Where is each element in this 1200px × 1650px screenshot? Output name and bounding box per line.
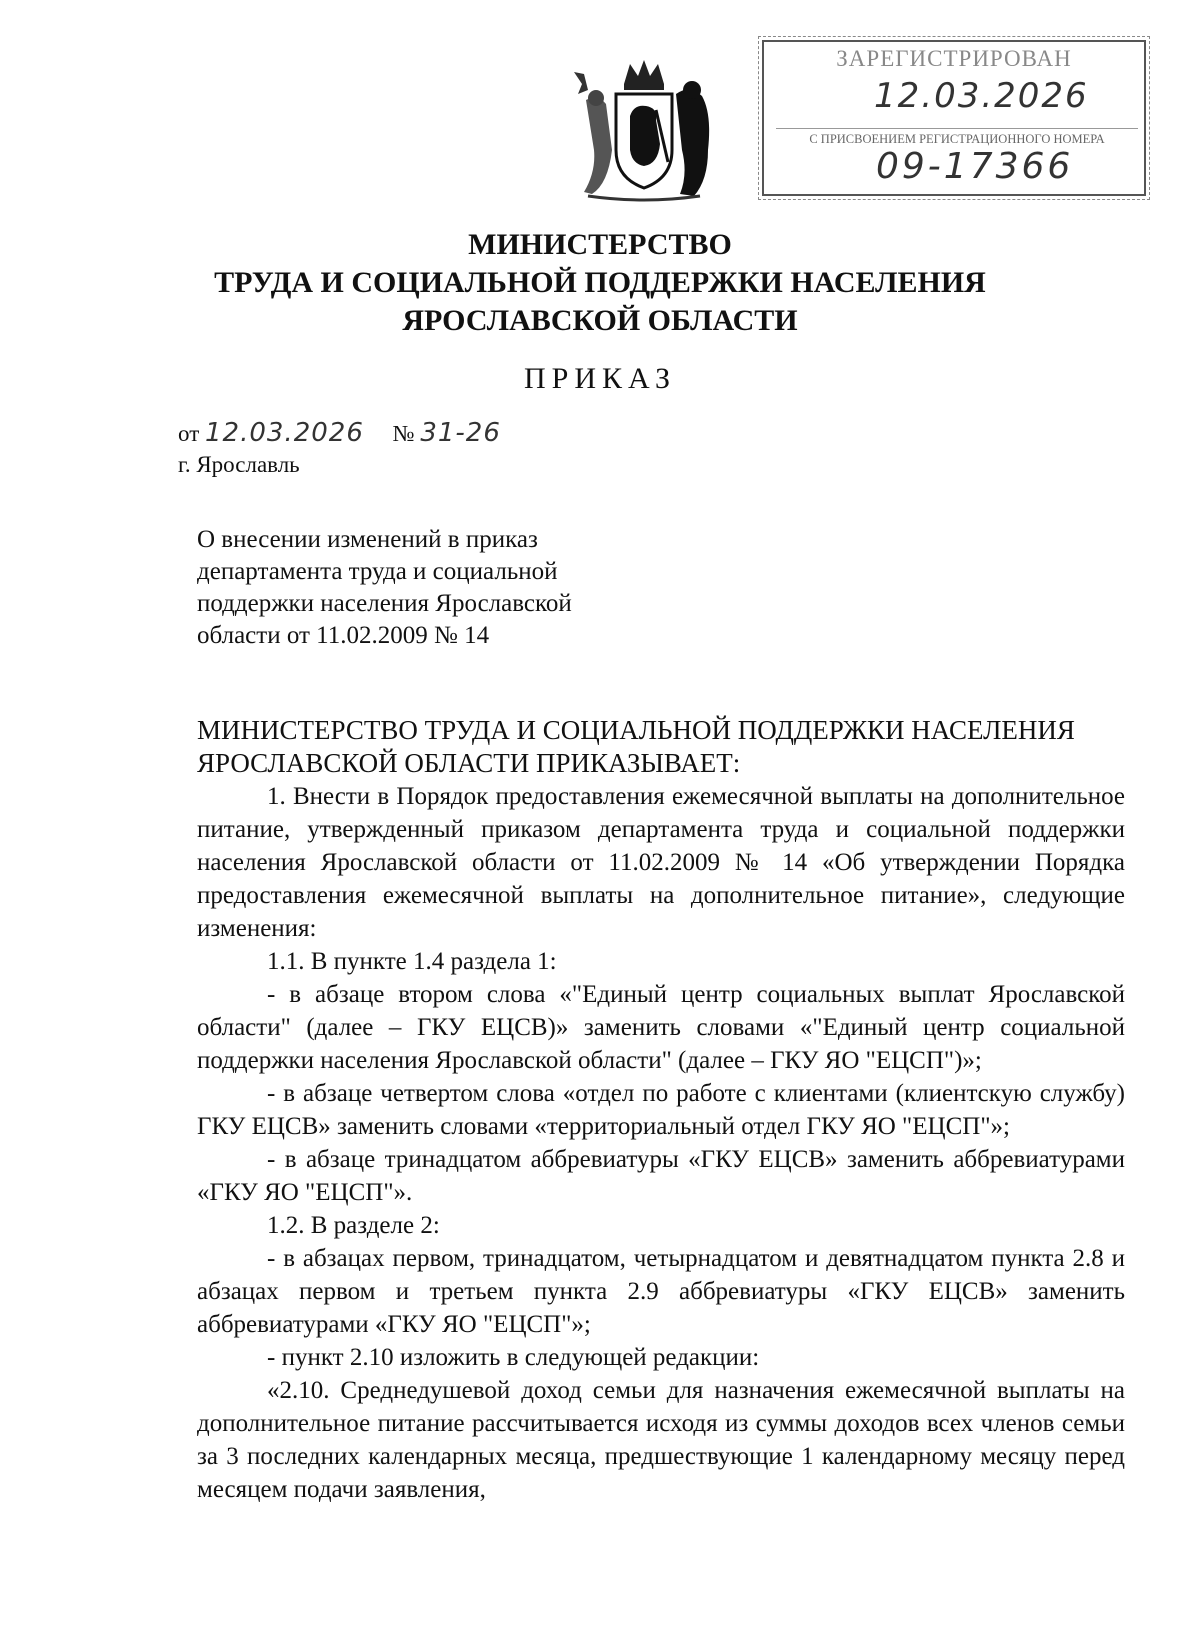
order-subject [197, 524, 657, 652]
paragraph-1-2: 1.2. В разделе 2: [267, 1212, 440, 1239]
order-body [197, 714, 1125, 1506]
subject-line-4: области от 11.02.2009 № 14 [197, 622, 490, 649]
coat-of-arms-icon [568, 54, 720, 204]
paragraph-1: 1. Внести в Порядок предоставления ежемесячной выплаты на дополнительное питание, утвержденный приказом департамента труда и социальной поддержки населения Ярославской области от 11.02.2009 № 14 «Об утверждении Порядка предоставления ежемесячной выплаты на дополнительное питание», следующие изменения: [197, 783, 1125, 942]
document-type: ПРИКАЗ [524, 362, 676, 395]
order-number: 31-26 [420, 418, 501, 448]
stamp-registration-number: 09-17366 [876, 146, 1074, 187]
registration-stamp [762, 40, 1146, 196]
ministry-line-1: МИНИСТЕРСТВО [468, 228, 732, 261]
order-date-line [178, 418, 501, 448]
order-date: 12.03.2026 [205, 418, 364, 448]
date-prefix: от [178, 421, 200, 446]
stamp-note: С ПРИСВОЕНИЕМ РЕГИСТРАЦИОННОГО НОМЕРА [776, 128, 1138, 147]
city: г. Ярославль [178, 452, 300, 477]
preamble: МИНИСТЕРСТВО ТРУДА И СОЦИАЛЬНОЙ ПОДДЕРЖКИ НАСЕЛЕНИЯ ЯРОСЛАВСКОЙ ОБЛАСТИ ПРИКАЗЫВАЕТ: [197, 715, 1075, 778]
paragraph-1-2-a: - в абзацах первом, тринадцатом, четырнадцатом и девятнадцатом пункта 2.8 и абзацах первом и третьем пункта 2.9 аббревиатуры «ГКУ ЕЦСВ» заменить аббревиатурами «ГКУ ЯО "ЕЦСП"»; [197, 1245, 1125, 1338]
paragraph-1-1-b: - в абзаце четвертом слова «отдел по работе с клиентами (клиентскую службу) ГКУ ЕЦСВ» заменить словами «территориальный отдел ГКУ ЯО "ЕЦСП"»; [197, 1080, 1125, 1140]
subject-line-1: О внесении изменений в приказ [197, 526, 538, 553]
ministry-line-3: ЯРОСЛАВСКОЙ ОБЛАСТИ [402, 304, 798, 337]
number-sign: № [392, 421, 415, 446]
stamp-title: ЗАРЕГИСТРИРОВАН [836, 46, 1072, 71]
subject-line-2: департамента труда и социальной [197, 558, 558, 585]
paragraph-1-2-c: «2.10. Среднедушевой доход семьи для назначения ежемесячной выплаты на дополнительное питание рассчитывается исходя из суммы доходов всех членов семьи за 3 последних календарных месяца, предшествующие 1 календарному месяцу перед месяцем подачи заявления, [197, 1377, 1125, 1503]
stamp-date: 12.03.2026 [874, 76, 1089, 116]
ministry-heading [0, 226, 1200, 340]
paragraph-1-1-a: - в абзаце втором слова «"Единый центр социальных выплат Ярославской области" (далее – ГКУ ЕЦСВ)» заменить словами «"Единый центр социальной поддержки населения Ярославской области" (далее – ГКУ ЯО "ЕЦСП")»; [197, 981, 1125, 1074]
subject-line-3: поддержки населения Ярославской [197, 590, 572, 617]
ministry-line-2: ТРУДА И СОЦИАЛЬНОЙ ПОДДЕРЖКИ НАСЕЛЕНИЯ [214, 266, 986, 299]
paragraph-1-2-b: - пункт 2.10 изложить в следующей редакции: [267, 1344, 760, 1371]
paragraph-1-1: 1.1. В пункте 1.4 раздела 1: [267, 948, 557, 975]
paragraph-1-1-c: - в абзаце тринадцатом аббревиатуры «ГКУ ЕЦСВ» заменить аббревиатурами «ГКУ ЯО "ЕЦСП"». [197, 1146, 1125, 1206]
